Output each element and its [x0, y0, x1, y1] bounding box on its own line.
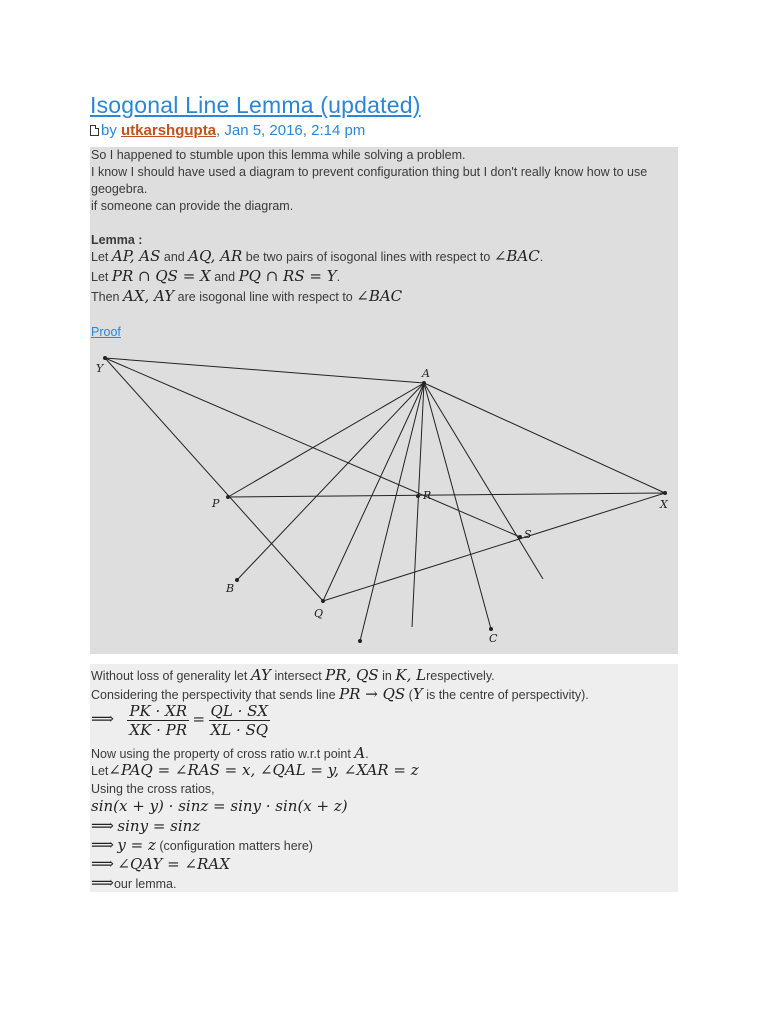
- lemma-l3-text: are isogonal line with respect to: [177, 290, 353, 304]
- proof-l2-math-2: Y: [412, 685, 423, 703]
- proof-l2-a: Considering the perspectivity that sends line: [91, 688, 336, 702]
- author-link[interactable]: utkarshgupta: [121, 122, 217, 139]
- proof-l9-math: ∠QAY = ∠RAX: [117, 855, 230, 873]
- proof-line-8: [91, 835, 313, 854]
- post-body: [90, 147, 678, 654]
- line-A-lower-2: [412, 383, 424, 627]
- proof-line-6: [91, 797, 348, 815]
- proof-l8-math: y = z: [117, 836, 156, 854]
- intro-line-2: I know I should have used a diagram to prevent configuration thing but I don't really know how to use: [91, 165, 648, 179]
- proof-l1-a: Without loss of generality let: [91, 669, 248, 683]
- label-B: B: [226, 582, 235, 595]
- proof-l3-a: Now using the property of cross ratio w.r.t point: [91, 747, 351, 761]
- lemma-l1-math-3: ∠BAC: [493, 247, 540, 265]
- proof-l2-c: is the centre of perspectivity).: [426, 688, 589, 702]
- intro-line-4: if someone can provide the diagram.: [91, 199, 294, 213]
- proof-l7-math: siny = sinz: [117, 817, 201, 835]
- proof-body: [90, 664, 678, 892]
- lemma-line-2: [91, 268, 340, 286]
- label-Q: Q: [314, 607, 324, 620]
- proof-l4-a: Let: [91, 764, 109, 778]
- line-QX: [323, 493, 665, 601]
- line-AP: [228, 383, 424, 497]
- geometry-diagram: [90, 347, 678, 654]
- line-YA: [105, 358, 424, 383]
- line-AQ: [323, 383, 424, 601]
- line-A-far: [424, 383, 543, 579]
- proof-line-4: [91, 761, 419, 779]
- proof-l2-b: (: [408, 688, 413, 702]
- proof-l1-d: respectively.: [426, 669, 495, 683]
- lemma-l1-end: .: [539, 250, 544, 264]
- implies-arrow: ⟹: [91, 835, 114, 854]
- intro-line-1: So I happened to stumble upon this lemma while solving a problem.: [91, 148, 466, 162]
- label-X: X: [660, 498, 668, 511]
- proof-link[interactable]: Proof: [91, 325, 121, 339]
- proof-l1-math-3: K, L: [395, 666, 427, 684]
- line-AB: [237, 383, 424, 580]
- proof-l6-math: sin(x + y) · sinz = siny · sin(x + z): [91, 797, 348, 815]
- lemma-heading: Lemma :: [91, 233, 143, 247]
- proof-line-3: [91, 744, 369, 762]
- fraction-2-denominator: XL · SQ: [210, 721, 269, 739]
- label-P: P: [212, 497, 220, 510]
- by-label: by: [101, 122, 117, 139]
- fraction-1: [127, 702, 189, 739]
- lemma-line-1: [91, 248, 543, 266]
- fraction-2-numerator: QL · SX: [210, 702, 269, 720]
- lemma-l1-math-2: AQ, AR: [188, 247, 243, 265]
- fraction-2: [209, 702, 271, 739]
- fraction-1-denominator: XK · PR: [129, 721, 187, 739]
- lemma-l1-and: and: [163, 250, 185, 264]
- intro-line-3: geogebra.: [91, 182, 148, 196]
- proof-line-1: [91, 666, 495, 684]
- proof-l3-math-1: A: [354, 744, 366, 762]
- implies-arrow: ⟹: [91, 854, 114, 873]
- proof-line-9: [91, 854, 230, 873]
- proof-l1-b: intersect: [274, 669, 322, 683]
- line-YQ: [105, 358, 323, 601]
- implies-arrow: ⟹: [91, 708, 114, 728]
- proof-l4-math: ∠PAQ = ∠RAS = x, ∠QAL = y, ∠XAR = z: [108, 761, 419, 779]
- post-date: , Jan 5, 2016, 2:14 pm: [216, 122, 366, 139]
- implies-arrow: ⟹: [91, 816, 114, 835]
- post-icon[interactable]: [90, 125, 99, 136]
- proof-l2-math-1: PR → QS: [339, 685, 406, 703]
- label-A: A: [422, 367, 430, 380]
- proof-l3-end: .: [365, 747, 369, 761]
- label-R: R: [423, 489, 432, 502]
- label-C: C: [489, 632, 498, 645]
- line-AC: [424, 383, 491, 629]
- proof-equation: [91, 702, 270, 739]
- lemma-l2-math-1: PR ∩ QS = X: [111, 267, 211, 285]
- lemma-l3-then: Then: [91, 290, 120, 304]
- line-AX: [424, 383, 665, 493]
- line-PX: [228, 493, 665, 497]
- proof-l10-text: our lemma.: [113, 877, 177, 891]
- equals-sign: =: [192, 709, 206, 728]
- fraction-1-numerator: PK · XR: [129, 702, 187, 720]
- proof-l8-text: (configuration matters here): [159, 839, 313, 853]
- proof-line-2: [91, 685, 589, 703]
- proof-l1-c: in: [382, 669, 392, 683]
- lemma-l1-math-1: AP, AS: [111, 247, 161, 265]
- lemma-l3-math-2: ∠BAC: [356, 287, 403, 305]
- proof-l1-math-1: AY: [250, 666, 271, 684]
- label-Y: Y: [96, 362, 104, 375]
- lemma-l2-and: and: [214, 270, 236, 284]
- post-title[interactable]: Isogonal Line Lemma (updated): [90, 92, 421, 118]
- lemma-l1-let: Let: [91, 250, 109, 264]
- label-S: S: [524, 528, 532, 541]
- lemma-l2-math-2: PQ ∩ RS = Y: [238, 267, 337, 285]
- diagram-points: [103, 356, 667, 643]
- proof-line-10: [91, 873, 176, 892]
- implies-arrow: ⟹: [91, 873, 114, 892]
- lemma-l1-text: be two pairs of isogonal lines with respect to: [245, 250, 491, 264]
- proof-line-5: Using the cross ratios,: [91, 782, 215, 796]
- post-meta: [90, 122, 365, 139]
- lemma-l3-math-1: AX, AY: [122, 287, 175, 305]
- lemma-line-3: [91, 288, 402, 306]
- lemma-l2-end: .: [336, 270, 341, 284]
- proof-l1-math-2: PR, QS: [325, 666, 379, 684]
- line-A-lower-1: [360, 383, 424, 641]
- diagram-lines: [105, 358, 665, 641]
- proof-line-7: [91, 816, 200, 835]
- lemma-l2-let: Let: [91, 270, 109, 284]
